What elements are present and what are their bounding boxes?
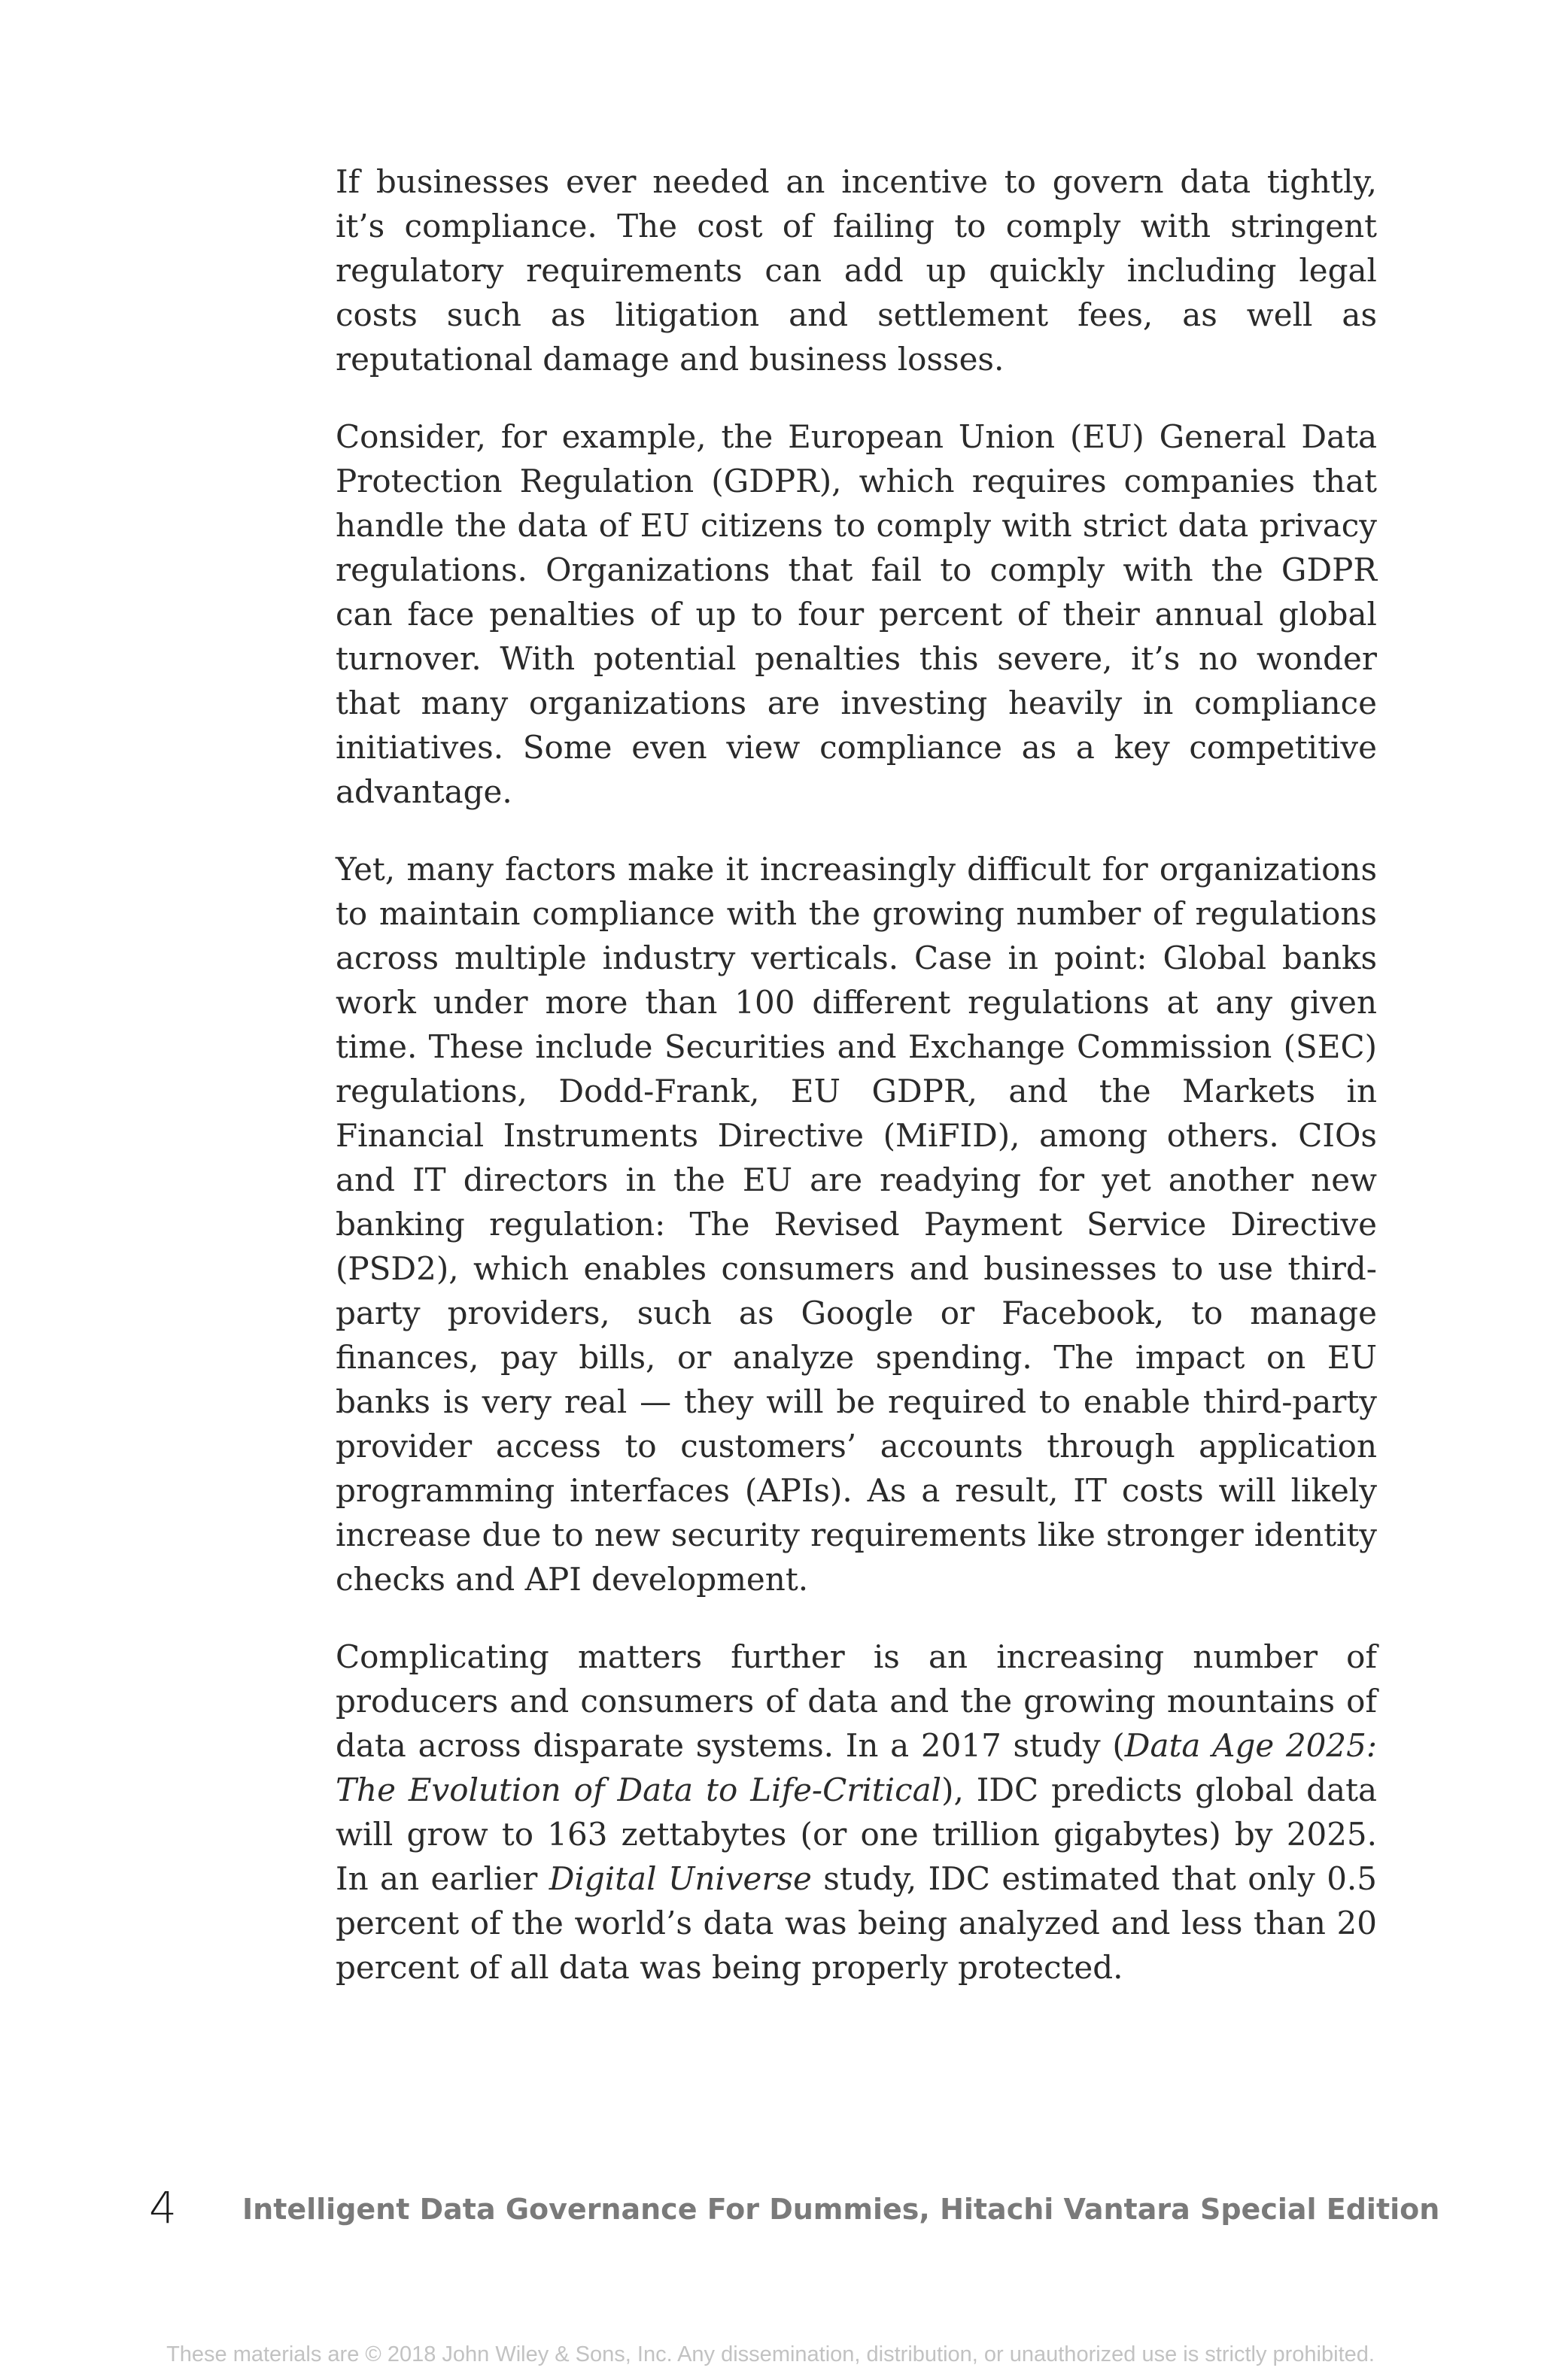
paragraph-data-growth-text-1: Complicating matters further is an increasing number of producers and consumers of data and the growing mountains of data across disparate systems. In a 2017 study ( (336, 1638, 1377, 1764)
running-title: Intelligent Data Governance For Dummies, Hitachi Vantara Special Edition (242, 2193, 1440, 2226)
paragraph-data-growth (336, 1635, 1377, 1990)
paragraph-data-growth-text-3: study, IDC estimated that only 0.5 percent of the world’s data was being analyzed and less than 20 percent of all data was being properly protected. (336, 1860, 1377, 1986)
study-title-digital-universe: Digital Universe (549, 1860, 812, 1897)
paragraph-gdpr-example: Consider, for example, the European Union (EU) General Data Protection Regulation (GDPR), which requires companies that handle the data of EU citizens to comply with strict data privacy regulations. Organizations that fail to comply with the GDPR can face penalties of up to four percent of their annual global turnover. With potential penalties this severe, it’s no wonder that many organizations are investing heavily in compliance initiatives. Some even view compliance as a key competitive advantage. (336, 418, 1377, 810)
copyright-notice: These materials are © 2018 John Wiley & Sons, Inc. Any dissemination, distribution, or unauthorized use is strictly prohibited. (166, 2342, 1375, 2366)
paragraph-regulation-factors: Yet, many factors make it increasingly difficult for organizations to maintain compliance with the growing number of regulations across multiple industry verticals. Case in point: Global banks work under more than 100 different regulations at any given time. These include Securities and Exchange Commission (SEC) regulations, Dodd-Frank, EU GDPR, and the Markets in Financial Instruments Directive (MiFID), among others. CIOs and IT directors in the EU are readying for yet another new banking regulation: The Revised Payment Service Directive (PSD2), which enables consumers and businesses to use third-party providers, such as Google or Facebook, to manage finances, pay bills, or analyze spending. The impact on EU banks is very real — they will be required to enable third-party provider access to customers’ accounts through application programming interfaces (APIs). As a result, IT costs will likely increase due to new security requirements like stronger identity checks and API development. (336, 851, 1377, 1598)
study-title-data-age-2025: Data Age 2025: The Evolution of Data to Life-Critical (336, 1727, 1377, 1808)
page-number: 4 (149, 2182, 177, 2233)
paragraph-compliance-incentive: If businesses ever needed an incentive to govern data tightly, it’s compliance. The cost of failing to comply with stringent regulatory requirements can add up quickly including legal costs such as litigation and settlement fees, as well as reputational damage and business losses. (336, 163, 1377, 378)
page-body (336, 159, 1377, 2023)
page-footer (149, 2181, 1440, 2234)
paragraph-data-growth-text-2: ), IDC predicts global data will grow to 163 zettabytes (or one trillion gigabytes) by 2025. In an earlier (336, 1771, 1378, 1897)
